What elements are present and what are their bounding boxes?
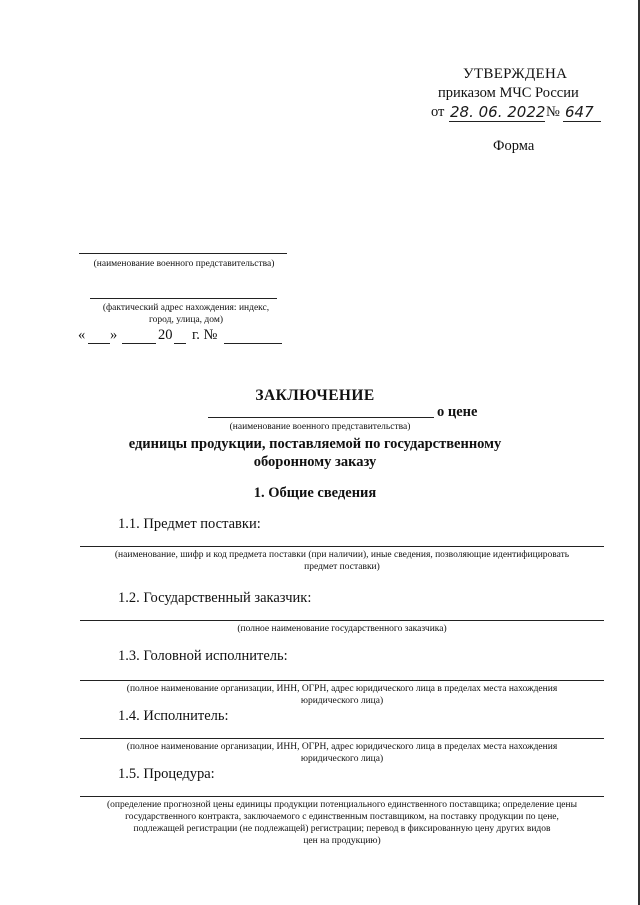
title-line-2: оборонному заказу — [253, 454, 377, 470]
approval-order: приказом МЧС России — [438, 85, 579, 101]
section-1-title: 1. Общие сведения — [253, 485, 377, 501]
item-1-4-label: 1.4. Исполнитель: — [118, 708, 229, 724]
item-1-2-caption-1: (полное наименование государственного заказчика) — [237, 624, 447, 634]
about-price: о цене — [437, 404, 478, 420]
approval-date-row — [431, 102, 621, 124]
item-1-5-caption-3: подлежащей регистрации (не подлежащей) регистрации; перевод в фиксированную цену других видов — [133, 824, 551, 834]
item-1-3-line — [80, 680, 604, 681]
item-1-1-line — [80, 546, 604, 547]
item-1-5-caption-2: государственного контракта, заключаемого с единственным поставщиком, на поставку продукции по цене, — [125, 812, 559, 822]
item-1-3-caption-1: (полное наименование организации, ИНН, ОГРН, адрес юридического лица в пределах места нахождения — [126, 684, 558, 694]
approval-number-prefix: № — [546, 104, 560, 120]
title-rep-caption: (наименование военного представительства) — [229, 422, 411, 432]
item-1-1-caption-1: (наименование, шифр и код предмета поставки (при наличии), иные сведения, позволяющие идентифицировать — [114, 550, 570, 560]
address-line — [90, 298, 277, 299]
item-1-2-line — [80, 620, 604, 621]
item-1-3-label: 1.3. Головной исполнитель: — [118, 648, 288, 664]
item-1-3-caption-2: юридического лица) — [300, 696, 384, 706]
item-1-5-caption-1: (определение прогнозной цены единицы продукции потенциального единственного поставщика; определение цены — [107, 800, 577, 810]
item-1-5-label: 1.5. Процедура: — [118, 766, 215, 782]
item-1-1-label: 1.1. Предмет поставки: — [118, 516, 261, 532]
item-1-2-label: 1.2. Государственный заказчик: — [118, 590, 312, 606]
item-1-5-caption-4: цен на продукцию) — [303, 836, 381, 846]
approval-title: УТВЕРЖДЕНА — [463, 66, 568, 82]
address-caption-1: (фактический адрес нахождения: индекс, — [102, 303, 270, 313]
date-month-line — [122, 343, 156, 344]
date-number-row — [78, 325, 288, 347]
date-year-suffix: г. № — [192, 327, 218, 343]
item-1-5-line — [80, 796, 604, 797]
conclusion-title: ЗАКЛЮЧЕНИЕ — [255, 387, 375, 404]
date-year-line — [174, 343, 186, 344]
approval-date-prefix: от — [431, 104, 445, 120]
date-open-quote: « — [78, 327, 86, 343]
date-day-line — [88, 343, 110, 344]
item-1-4-caption-1: (полное наименование организации, ИНН, ОГРН, адрес юридического лица в пределах места нахождения — [126, 742, 558, 752]
item-1-4-line — [80, 738, 604, 739]
item-1-4-caption-2: юридического лица) — [300, 754, 384, 764]
item-1-1-caption-2: предмет поставки) — [304, 562, 380, 572]
address-caption-2: город, улица, дом) — [148, 315, 223, 325]
date-close-quote: » — [110, 327, 118, 343]
approval-date-handwritten: 28. 06. 2022 — [450, 103, 546, 121]
rep-name-line — [79, 253, 287, 254]
rep-name-caption: (наименование военного представительства) — [93, 259, 275, 269]
number-line — [224, 343, 282, 344]
approval-number-line — [563, 121, 601, 122]
approval-number-handwritten: 647 — [565, 103, 594, 121]
approval-date-line — [449, 121, 545, 122]
form-label: Форма — [493, 138, 535, 154]
date-year-prefix: 20 — [158, 327, 173, 343]
title-rep-line — [208, 417, 434, 418]
title-line-1: единицы продукции, поставляемой по государственному — [128, 436, 502, 452]
